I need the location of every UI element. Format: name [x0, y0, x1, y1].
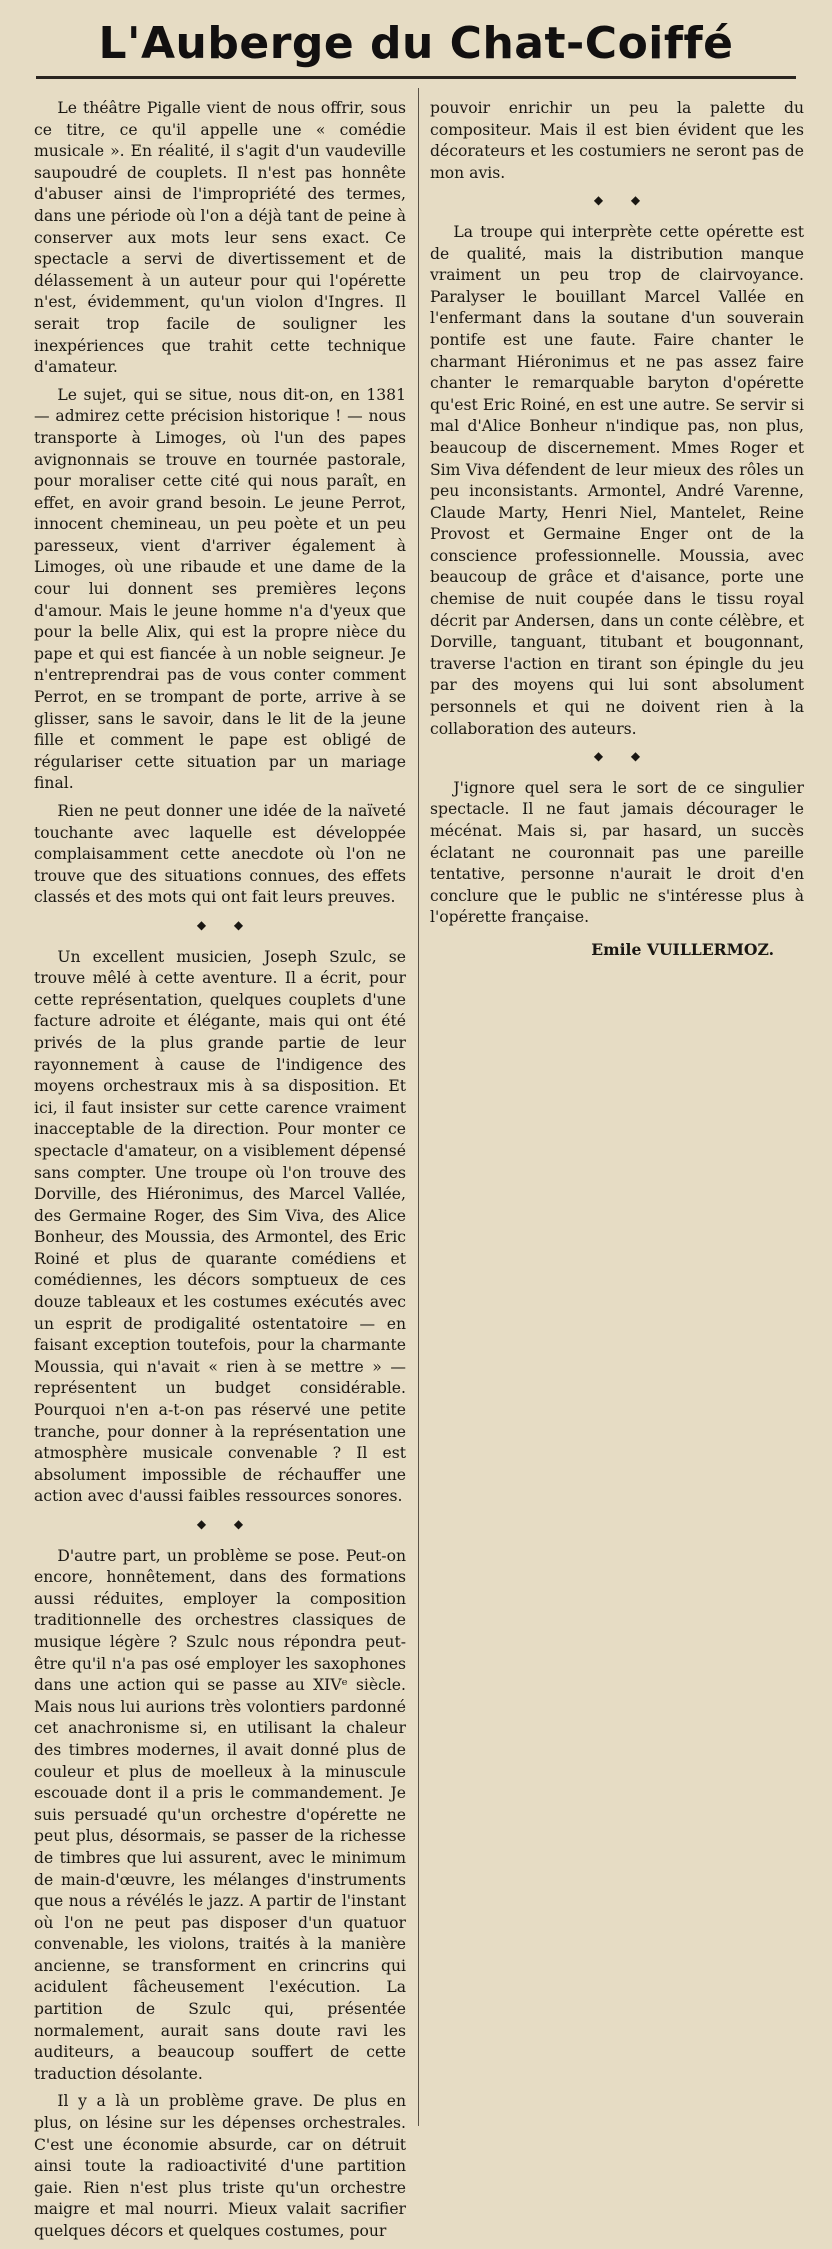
paragraph: Le sujet, qui se situe, nous dit-on, en 1381 — admirez cette précision historique ! — nous transporte à Limoges, où l'un des papes avignonnais se trouve en tournée pastorale, pour moraliser cette cité qui nous paraît, en effet, en avoir grand besoin. Le jeune Perrot, innocent chemineau, un peu poète et un peu paresseux, vient d'arriver également à Limoges, où une ribaude et une dame de la cour lui donnent ses premières leçons d'amour. Mais le jeune homme n'a d'yeux que pour la belle Alix, qui est la propre nièce du pape et qui est fiancée à un noble seigneur. Je n'entreprendrai pas de vous conter comment Perrot, en se trompant de porte, arrive à se glisser, sans le savoir, dans le lit de la jeune fille et comment le pape est obligé de régulariser cette situation par un mariage final.	[34, 385, 406, 793]
paragraph: D'autre part, un problème se pose. Peut-on encore, honnêtement, dans des formations aussi réduites, employer la composition traditionnelle des orchestres classiques de musique légère ? Szulc nous répondra peut-être qu'il n'a pas osé employer les saxophones dans une action qui se passe au XIVᵉ siècle. Mais nous lui aurions très volontiers pardonné cet anachronisme si, en utilisant la chaleur des timbres modernes, il avait donné plus de couleur et plus de moelleux à la minuscule escouade dont il a pris le commandement. Je suis persuadé qu'un orchestre d'opérette ne peut plus, désormais, se passer de la richesse de timbres que lui assurent, avec le minimum de main-d'œuvre, les mélanges d'instruments que nous a révélés le jazz. A partir de l'instant où l'on ne peut pas disposer d'un quatuor convenable, les violons, traités à la manière ancienne, se transforment en crincrins qui acidulent fâcheusement l'exécution. La partition de Szulc qui, présentée normalement, aurait sans doute ravi les auditeurs, a beaucoup souffert de cette traduction désolante.	[34, 1546, 406, 2083]
section-separator: ◆ ◆	[593, 193, 653, 208]
section-separator: ◆ ◆	[196, 917, 256, 932]
paragraph: pouvoir enrichir un peu la palette du compositeur. Mais il est bien évident que les décorateurs et les costumiers ne seront pas de mon avis.	[430, 99, 804, 182]
left-column	[34, 98, 406, 2249]
column-divider	[418, 88, 419, 2126]
paragraph: Rien ne peut donner une idée de la naïveté touchante avec laquelle est développée complaisamment cette anecdote où l'on ne trouve que des situations connues, des effets classés et des mots qui ont fait leurs preuves.	[34, 802, 406, 907]
signature-last-name: VUILLERMOZ.	[646, 939, 774, 959]
paragraph: Le théâtre Pigalle vient de nous offrir, sous ce titre, ce qu'il appelle une « comédie musicale ». En réalité, il s'agit d'un vaudeville saupoudré de couplets. Il n'est pas honnête d'abuser ainsi de l'impropriété des termes, dans une période où l'on a déjà tant de peine à conserver aux mots leur sens exact. Ce spectacle a servi de divertissement et de délassement à un auteur pour qui l'opérette n'est, évidemment, qu'un violon d'Ingres. Il serait trop facile de souligner les inexpériences que trahit cette technique d'amateur.	[34, 99, 406, 377]
paragraph: La troupe qui interprète cette opérette est de qualité, mais la distribution manque vraiment un peu trop de clairvoyance. Paralyser le bouillant Marcel Vallée en l'enfermant dans la soutane d'un souverain pontife est une faute. Faire chanter le charmant Hiéronimus et ne pas assez faire chanter le remarquable baryton d'opérette qu'est Eric Roiné, en est une autre. Se servir si mal d'Alice Bonheur n'indique pas, non plus, beaucoup de discernement. Mmes Roger et Sim Viva défendent de leur mieux des rôles un peu inconsistants. Armontel, André Varenne, Claude Marty, Henri Niel, Mantelet, Reine Provost et Germaine Enger ont de la conscience professionnelle. Moussia, avec beaucoup de grâce et d'aisance, porte une chemise de nuit coupée dans le tissu royal décrit par Andersen, dans un conte célèbre, et Dorville, tanguant, titubant et bougonnant, traverse l'action en tirant son épingle du jeu par des moyens qui lui sont absolument personnels et qui ne doivent rien à la collaboration des auteurs.	[430, 222, 804, 738]
paragraph: Un excellent musicien, Joseph Szulc, se trouve mêlé à cette aventure. Il a écrit, pour cette représentation, quelques couplets d'une facture adroite et élégante, mais qui ont été privés de la plus grande partie de leur rayonnement à cause de l'indigence des moyens orchestraux mis à sa disposition. Et ici, il faut insister sur cette carence vraiment inacceptable de la direction. Pour monter ce spectacle d'amateur, on a visiblement dépensé sans compter. Une troupe où l'on trouve des Dorville, des Hiéronimus, des Marcel Vallée, des Germaine Roger, des Sim Viva, des Alice Bonheur, des Moussia, des Armontel, des Eric Roiné et plus de quarante comédiens et comédiennes, les décors somptueux de ces douze tableaux et les costumes exécutés avec un esprit de prodigalité ostentatoire — en faisant exception toutefois, pour la charmante Moussia, qui n'avait « rien à se mettre » — représentent un budget considérable. Pourquoi n'en a-t-on pas réservé une petite tranche, pour donner à la représentation une atmosphère musicale convenable ? Il est absolument impossible de réchauffer une action avec d'aussi faibles ressources sonores.	[34, 947, 406, 1506]
paragraph: J'ignore quel sera le sort de ce singulier spectacle. Il ne faut jamais décourager le mécénat. Mais si, par hasard, un succès éclatant ne couronnait pas une pareille tentative, personne n'aurait le droit d'en conclure que le public ne s'intéresse plus à l'opérette française.	[430, 778, 804, 927]
article-title: L'Auberge du Chat-Coiffé	[98, 18, 734, 69]
section-separator: ◆ ◆	[196, 1517, 256, 1531]
signature-first-name: Emile	[591, 939, 642, 959]
section-separator: ◆ ◆	[593, 749, 653, 764]
right-column	[430, 98, 804, 961]
signature	[430, 939, 804, 961]
title-rule	[36, 76, 796, 79]
paragraph: Il y a là un problème grave. De plus en plus, on lésine sur les dépenses orchestrales. C'est une économie absurde, car on détruit ainsi toute la radioactivité d'une partition gaie. Rien n'est plus triste qu'un orchestre maigre et mal nourri. Mieux valait sacrifier quelques décors et quelques costumes, pour	[34, 2092, 406, 2240]
